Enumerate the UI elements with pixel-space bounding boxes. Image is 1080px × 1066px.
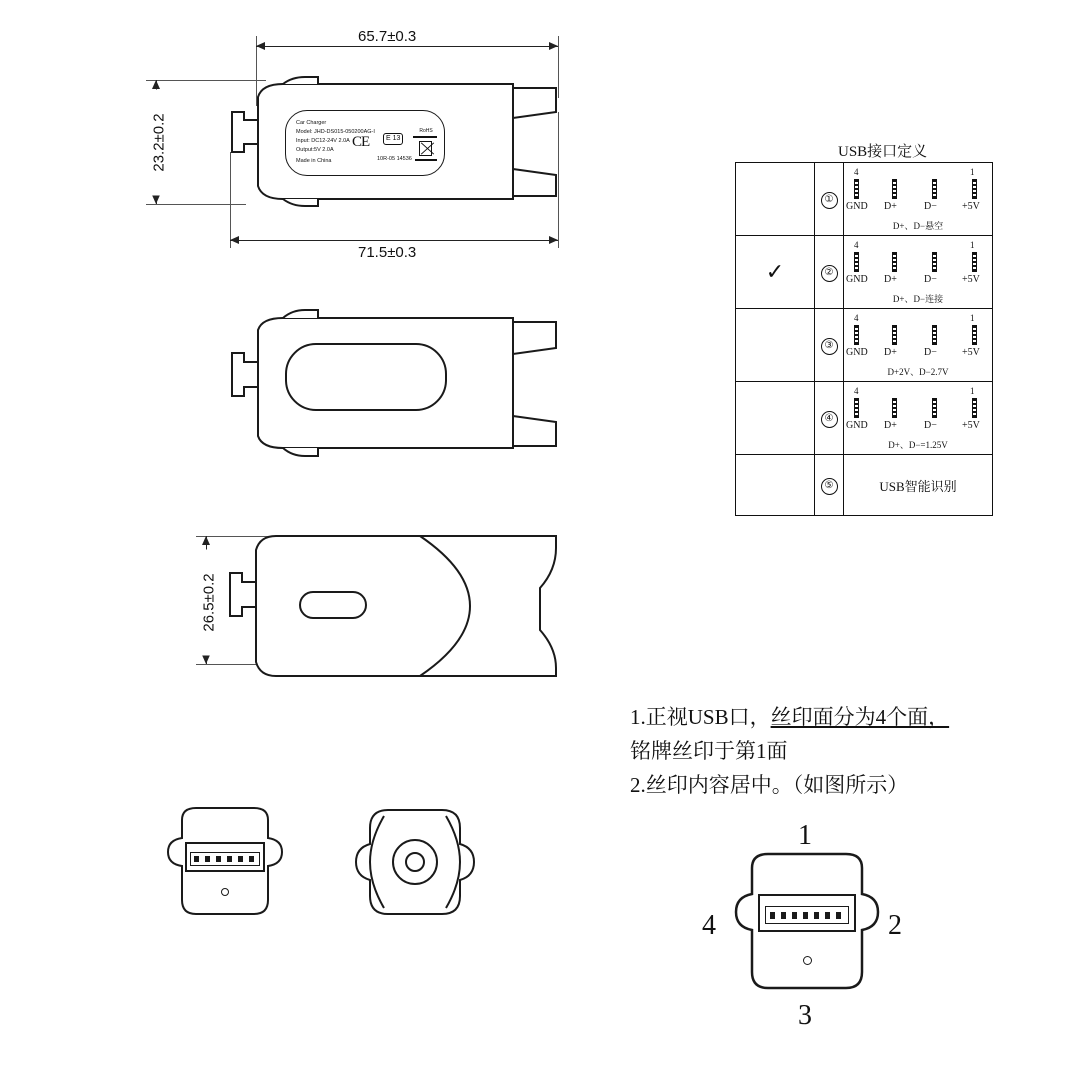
charger-front-outline bbox=[0, 510, 620, 710]
ce-mark: CE bbox=[352, 134, 370, 150]
notes-block bbox=[630, 700, 1030, 802]
row-0-index bbox=[815, 163, 844, 236]
dim-text-657: 65.7±0.3 bbox=[355, 28, 419, 45]
usb-face-outline-large bbox=[660, 820, 960, 1060]
row-1-lbl-dp: D+ bbox=[884, 274, 897, 285]
row-0-bar-2 bbox=[892, 179, 897, 199]
table-row bbox=[736, 309, 993, 382]
row-4-index-circle: ⑤ bbox=[821, 478, 838, 495]
plate-origin: Made in China bbox=[296, 158, 332, 164]
dim-text-232: 23.2±0.2 bbox=[151, 90, 168, 196]
plate-line-3: Output:5V 2.0A bbox=[296, 147, 334, 153]
weee-bin-icon bbox=[419, 141, 432, 156]
ext-line-bottom-right bbox=[558, 112, 559, 248]
face-number-top: 1 bbox=[798, 820, 812, 851]
usb-interface-table bbox=[735, 162, 993, 516]
plate-line-1: Model: JHD-DS015-050200AG-I bbox=[296, 129, 375, 135]
row-4-check[interactable] bbox=[736, 455, 815, 516]
row-1-bar-1 bbox=[854, 252, 859, 272]
row-2-check[interactable] bbox=[736, 309, 815, 382]
e-mark-bottom: 10R-05 14536 bbox=[377, 156, 412, 162]
row-1-note: D+、D−连接 bbox=[892, 294, 944, 304]
usb-contacts-small bbox=[194, 856, 256, 862]
note-line-1-a: 1.正视USB口， bbox=[630, 705, 771, 729]
dim-line-715 bbox=[230, 240, 558, 241]
usb-contacts-large bbox=[770, 912, 844, 919]
led-indicator-large bbox=[803, 956, 812, 965]
e-mark-top: E 13 bbox=[386, 135, 401, 142]
row-2-bar-1 bbox=[854, 325, 859, 345]
plate-line-0: Car Charger bbox=[296, 120, 327, 126]
row-3-index bbox=[815, 382, 844, 455]
row-2-lbl-5v: +5V bbox=[962, 347, 980, 358]
row-0-bar-1 bbox=[854, 179, 859, 199]
row-0-pins bbox=[844, 163, 993, 236]
row-2-lbl-dp: D+ bbox=[884, 347, 897, 358]
row-0-bar-4 bbox=[972, 179, 977, 199]
rohs-label: RoHS bbox=[419, 128, 433, 134]
arrow-715-left bbox=[230, 236, 239, 244]
row-1-bar-4 bbox=[972, 252, 977, 272]
row-3-bar-2 bbox=[892, 398, 897, 418]
row-2-pin-right-num: 1 bbox=[970, 313, 975, 323]
table-row bbox=[736, 382, 993, 455]
arrow-715-right bbox=[549, 236, 558, 244]
row-2-index-circle: ③ bbox=[821, 338, 838, 355]
row-0-note: D+、D−悬空 bbox=[892, 221, 944, 231]
row-3-lbl-dm: D− bbox=[924, 420, 937, 431]
row-3-pin-left-num: 4 bbox=[854, 386, 859, 396]
row-2-index bbox=[815, 309, 844, 382]
table-row bbox=[736, 163, 993, 236]
view-front bbox=[0, 510, 620, 710]
view-plug-end bbox=[340, 800, 490, 940]
view-side-plain bbox=[0, 300, 620, 470]
face-number-left: 4 bbox=[702, 910, 716, 941]
row-3-bar-1 bbox=[854, 398, 859, 418]
row-1-pin-right-num: 1 bbox=[970, 240, 975, 250]
face-number-bottom: 3 bbox=[798, 1000, 812, 1031]
row-1-index bbox=[815, 236, 844, 309]
row-3-pins bbox=[844, 382, 993, 455]
row-0-pin-left-num: 4 bbox=[854, 167, 859, 177]
row-0-pin-right-num: 1 bbox=[970, 167, 975, 177]
row-1-bar-3 bbox=[932, 252, 937, 272]
dim-text-715: 71.5±0.3 bbox=[355, 244, 419, 261]
row-2-lbl-dm: D− bbox=[924, 347, 937, 358]
view-top-side bbox=[0, 0, 620, 280]
row-2-lbl-gnd: GND bbox=[846, 347, 868, 358]
note-line-3: 2.丝印内容居中。（如图所示） bbox=[630, 773, 909, 797]
row-3-bar-4 bbox=[972, 398, 977, 418]
table-row bbox=[736, 455, 993, 516]
row-3-bar-3 bbox=[932, 398, 937, 418]
row-0-check[interactable] bbox=[736, 163, 815, 236]
row-1-pin-left-num: 4 bbox=[854, 240, 859, 250]
table-row bbox=[736, 236, 993, 309]
row-3-lbl-5v: +5V bbox=[962, 420, 980, 431]
row-0-lbl-5v: +5V bbox=[962, 201, 980, 212]
row-3-note: D+、D−=1.25V bbox=[888, 440, 948, 450]
row-2-pin-left-num: 4 bbox=[854, 313, 859, 323]
led-indicator-small bbox=[221, 888, 229, 896]
row-2-note: D+2V、D−2.7V bbox=[887, 367, 949, 377]
weee-bin-underline bbox=[415, 159, 437, 161]
row-1-pins bbox=[844, 236, 993, 309]
face-numbering-diagram bbox=[660, 820, 960, 1060]
row-2-pins bbox=[844, 309, 993, 382]
row-1-lbl-dm: D− bbox=[924, 274, 937, 285]
row-0-index-circle: ① bbox=[821, 192, 838, 209]
view-usb-face-small bbox=[150, 800, 300, 940]
e-mark-box bbox=[383, 133, 403, 145]
row-1-check[interactable]: ✓ bbox=[736, 236, 815, 309]
row-3-pin-right-num: 1 bbox=[970, 386, 975, 396]
note-line-1 bbox=[630, 700, 1030, 734]
plug-end-outline bbox=[340, 800, 490, 940]
dim-text-265: 26.5±0.2 bbox=[201, 550, 218, 656]
note-line-1-underlined: 丝印面分为4个面， bbox=[770, 705, 950, 729]
row-0-lbl-dp: D+ bbox=[884, 201, 897, 212]
row-2-bar-2 bbox=[892, 325, 897, 345]
row-1-index-circle: ② bbox=[821, 265, 838, 282]
usb-table-title: USB接口定义 bbox=[838, 144, 928, 160]
face-number-right: 2 bbox=[888, 910, 902, 941]
row-3-index-circle: ④ bbox=[821, 411, 838, 428]
rohs-underline bbox=[413, 136, 437, 138]
row-2-bar-3 bbox=[932, 325, 937, 345]
plate-line-2: Input: DC12-24V 2.0A bbox=[296, 138, 350, 144]
row-1-lbl-gnd: GND bbox=[846, 274, 868, 285]
row-4-index bbox=[815, 455, 844, 516]
row-4-label: USB智能识别 bbox=[844, 455, 993, 516]
row-2-bar-4 bbox=[972, 325, 977, 345]
row-0-bar-3 bbox=[932, 179, 937, 199]
row-3-check[interactable] bbox=[736, 382, 815, 455]
ext-line-bottom-left bbox=[230, 152, 231, 248]
row-1-lbl-5v: +5V bbox=[962, 274, 980, 285]
row-0-lbl-dm: D− bbox=[924, 201, 937, 212]
charger-side-outline bbox=[0, 300, 620, 480]
row-0-lbl-gnd: GND bbox=[846, 201, 868, 212]
row-3-lbl-dp: D+ bbox=[884, 420, 897, 431]
row-1-bar-2 bbox=[892, 252, 897, 272]
note-line-2: 铭牌丝印于第1面 bbox=[630, 739, 788, 763]
row-3-lbl-gnd: GND bbox=[846, 420, 868, 431]
